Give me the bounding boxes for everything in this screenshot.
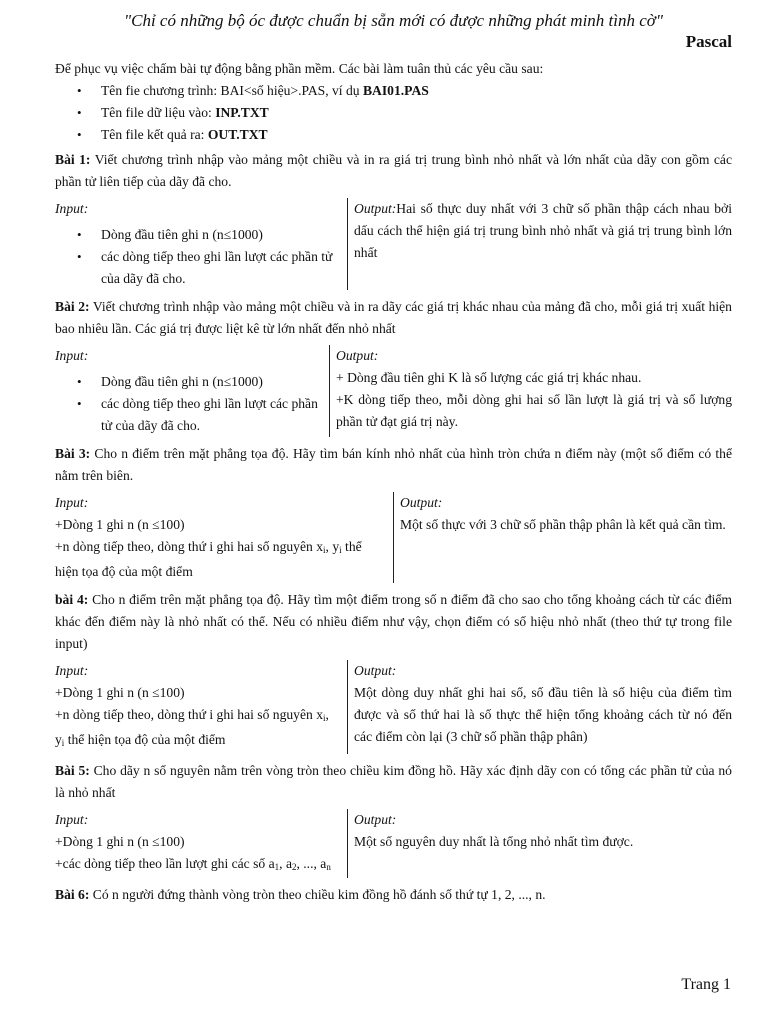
task-3-statement: Bài 3: Cho n điểm trên mặt phẳng tọa độ. Hãy tìm bán kính nhỏ nhất của hình tròn chứa n điểm này (một số điểm có thể nằm trên biên.	[55, 446, 732, 483]
task-3-output: Output: Một số thực với 3 chữ số phần thập phân là kết quả cần tìm.	[393, 492, 732, 583]
list-item: • các dòng tiếp theo ghi lần lượt các phần tử của dãy đã cho.	[55, 393, 323, 437]
task-1-io-table	[55, 198, 732, 290]
task-5-input: Input: +Dòng 1 ghi n (n ≤100) +các dòng tiếp theo lần lượt ghi các số $a_1$, $a_2$, ..., $a_n$	[55, 812, 331, 872]
task-4-output: Output: Một dòng duy nhất ghi hai số, số đầu tiên là số hiệu của điểm tìm được và số thứ hai là số thực thể hiện tổng khoảng cách từ nó đến các điểm còn lại (3 chữ số phần thập phân)	[347, 660, 732, 754]
list-item: • Tên fie chương trình: BAI<số hiệu>.PAS, ví dụ BAI01.PAS	[55, 80, 732, 102]
task-6-statement: Bài 6: Có n người đứng thành vòng tròn theo chiều kim đồng hồ đánh số thứ tự 1, 2, ..., n.	[55, 887, 546, 902]
task-2-input: Input: • Dòng đầu tiên ghi n (n≤1000) • các dòng tiếp theo ghi lần lượt các phần tử của dãy đã cho.	[55, 345, 329, 437]
page-number: Trang 1	[681, 976, 731, 993]
task-5-statement: Bài 5: Cho dãy n số nguyên nằm trên vòng tròn theo chiều kim đồng hồ. Hãy xác định dãy con có tổng các phần tử của nó là nhỏ nhất	[55, 763, 732, 800]
requirements-list	[55, 80, 732, 146]
task-1-output: Output:Hai số thực duy nhất với 3 chữ số phần thập cách nhau bởi dấu cách thể hiện giá trị trung bình nhỏ nhất và giá trị trung bình lớn nhất	[347, 198, 732, 290]
task-5-io-table	[55, 809, 732, 878]
intro-text: Để phục vụ việc chấm bài tự động bằng phần mềm. Các bài làm tuân thủ các yêu cầu sau:	[55, 61, 544, 76]
task-3-io-table	[55, 492, 732, 583]
document-page	[55, 8, 732, 911]
task-3-input: Input: +Dòng 1 ghi n (n ≤100) +n dòng tiếp theo, dòng thứ i ghi hai số nguyên $x_i$, $y_i$ thể hiện tọa độ của một điểm	[55, 495, 362, 579]
list-item: • Tên file dữ liệu vào: INP.TXT	[55, 102, 732, 124]
task-5-output: Output: Một số nguyên duy nhất là tổng nhỏ nhất tìm được.	[347, 809, 732, 878]
task-4-input: Input: +Dòng 1 ghi n (n ≤100) +n dòng tiếp theo, dòng thứ i ghi hai số nguyên $x_i$, $y_i$ thể hiện tọa độ của một điểm	[55, 663, 329, 748]
task-4-statement: bài 4: Cho n điểm trên mặt phẳng tọa độ. Hãy tìm một điểm trong số n điểm đã cho sao cho tổng khoảng cách từ các điểm khác đến điểm này là nhỏ nhất có thể. Nếu có nhiều điểm như vậy, chọn điểm có số hiệu nhỏ nhất (theo thứ tự trong file input)	[55, 592, 732, 651]
task-2-output: Output: + Dòng đầu tiên ghi K là số lượng các giá trị khác nhau. +K dòng tiếp theo, mỗi dòng ghi hai số lần lượt là giá trị và số lượng phần tử đạt giá trị này.	[329, 345, 732, 437]
task-4-io-table	[55, 660, 732, 754]
list-item: • các dòng tiếp theo ghi lần lượt các phần tử của dãy đã cho.	[55, 246, 341, 290]
list-item: • Dòng đầu tiên ghi n (n≤1000)	[55, 371, 323, 393]
task-1-statement: Bài 1: Viết chương trình nhập vào mảng một chiều và in ra giá trị trung bình nhỏ nhất và lớn nhất của dãy con gồm các phần tử liên tiếp của dãy đã cho.	[55, 152, 732, 189]
header-quote: "Chỉ có những bộ óc được chuẩn bị sẵn mới có được những phát minh tình cờ"	[123, 11, 664, 30]
language-label: Pascal	[685, 32, 732, 51]
list-item: • Tên file kết quả ra: OUT.TXT	[55, 124, 732, 146]
task-2-statement: Bài 2: Viết chương trình nhập vào mảng một chiều và in ra dãy các giá trị khác nhau của mảng đã cho, mỗi giá trị xuất hiện bao nhiêu lần. Các giá trị được liệt kê từ lớn nhất đến nhỏ nhất	[55, 299, 732, 336]
task-1-input: Input: • Dòng đầu tiên ghi n (n≤1000) • các dòng tiếp theo ghi lần lượt các phần tử của dãy đã cho.	[55, 198, 347, 290]
task-2-io-table	[55, 345, 732, 437]
list-item: • Dòng đầu tiên ghi n (n≤1000)	[55, 224, 341, 246]
